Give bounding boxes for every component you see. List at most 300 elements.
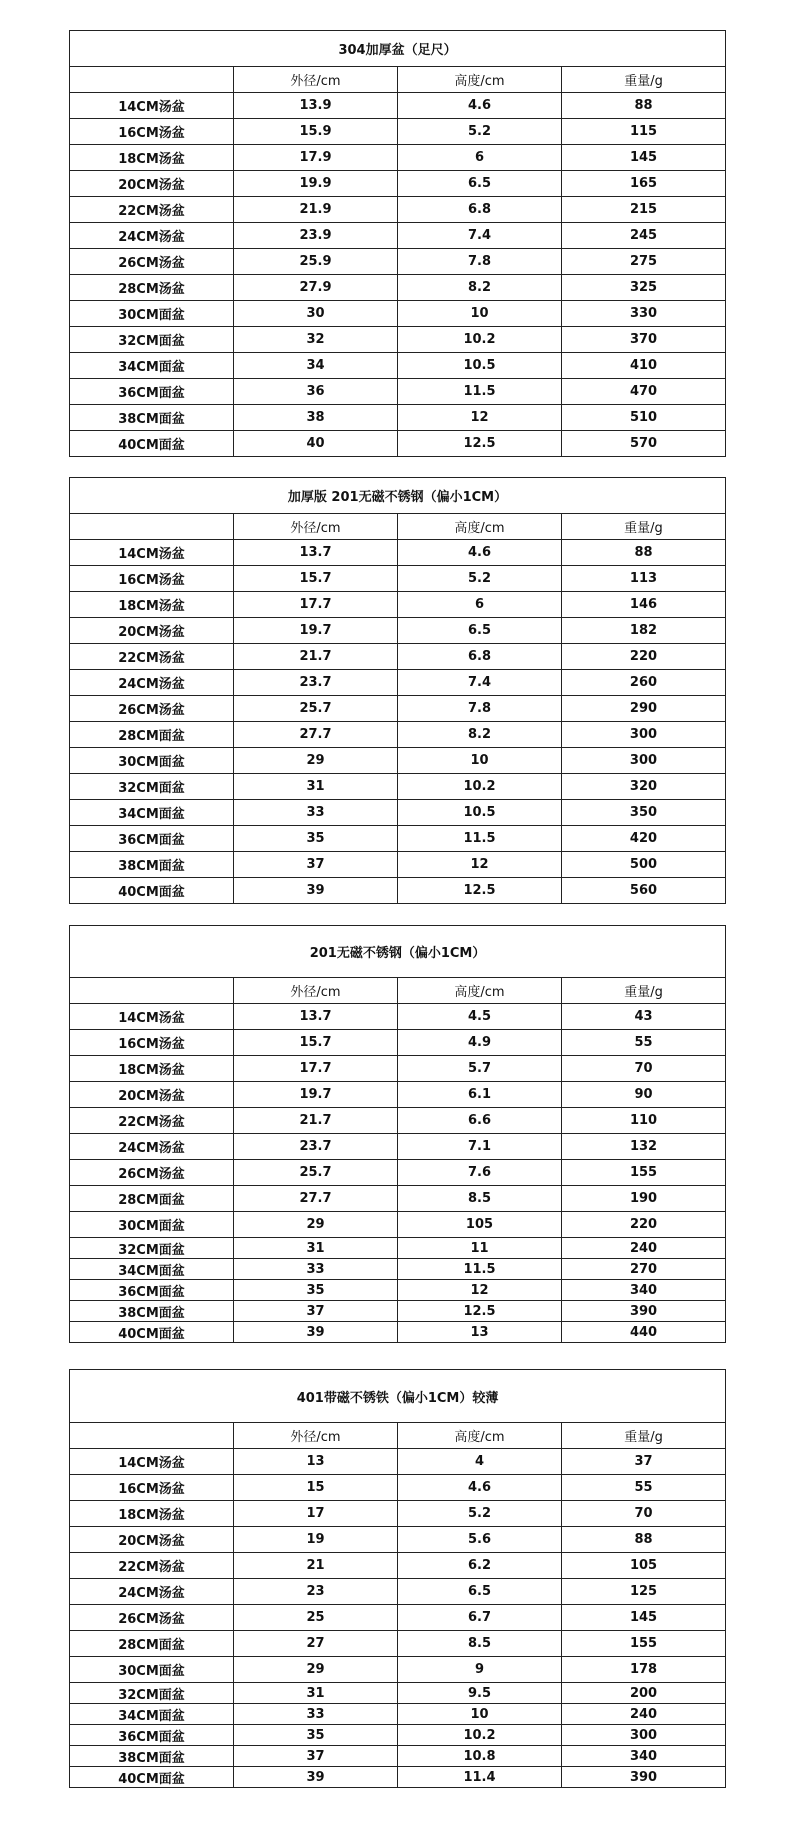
cell-product: 26CM汤盆 bbox=[70, 249, 234, 275]
cell-product: 24CM汤盆 bbox=[70, 1579, 234, 1605]
header-height: 高度/cm bbox=[398, 514, 562, 540]
cell-diameter: 19.7 bbox=[234, 618, 398, 644]
table-row bbox=[70, 197, 726, 223]
cell-diameter: 21.7 bbox=[234, 1108, 398, 1134]
cell-diameter: 23.7 bbox=[234, 1134, 398, 1160]
cell-product: 24CM汤盆 bbox=[70, 1134, 234, 1160]
cell-height: 7.8 bbox=[398, 249, 562, 275]
cell-diameter: 13.7 bbox=[234, 540, 398, 566]
cell-height: 6.2 bbox=[398, 1553, 562, 1579]
cell-height: 7.1 bbox=[398, 1134, 562, 1160]
cell-weight: 300 bbox=[562, 722, 726, 748]
cell-height: 10 bbox=[398, 301, 562, 327]
cell-product: 16CM汤盆 bbox=[70, 119, 234, 145]
cell-weight: 220 bbox=[562, 1212, 726, 1238]
cell-product: 38CM面盆 bbox=[70, 405, 234, 431]
header-diameter: 外径/cm bbox=[234, 67, 398, 93]
table-row bbox=[70, 1238, 726, 1259]
cell-product: 20CM汤盆 bbox=[70, 1527, 234, 1553]
cell-height: 4 bbox=[398, 1449, 562, 1475]
cell-diameter: 33 bbox=[234, 1259, 398, 1280]
cell-weight: 245 bbox=[562, 223, 726, 249]
cell-weight: 570 bbox=[562, 431, 726, 457]
table-row bbox=[70, 1605, 726, 1631]
cell-height: 4.6 bbox=[398, 1475, 562, 1501]
table-row bbox=[70, 171, 726, 197]
cell-weight: 146 bbox=[562, 592, 726, 618]
table-title: 401带磁不锈铁（偏小1CM）较薄 bbox=[70, 1370, 726, 1423]
table-row bbox=[70, 249, 726, 275]
table-row bbox=[70, 1449, 726, 1475]
cell-product: 22CM汤盆 bbox=[70, 644, 234, 670]
cell-weight: 275 bbox=[562, 249, 726, 275]
cell-product: 36CM面盆 bbox=[70, 1725, 234, 1746]
cell-product: 14CM汤盆 bbox=[70, 1004, 234, 1030]
table-row bbox=[70, 1186, 726, 1212]
cell-weight: 113 bbox=[562, 566, 726, 592]
cell-height: 6.8 bbox=[398, 644, 562, 670]
cell-weight: 90 bbox=[562, 1082, 726, 1108]
cell-height: 7.6 bbox=[398, 1160, 562, 1186]
table-row bbox=[70, 592, 726, 618]
table-row bbox=[70, 1657, 726, 1683]
cell-weight: 145 bbox=[562, 1605, 726, 1631]
cell-diameter: 31 bbox=[234, 1238, 398, 1259]
cell-height: 12.5 bbox=[398, 431, 562, 457]
cell-diameter: 29 bbox=[234, 1657, 398, 1683]
cell-height: 8.5 bbox=[398, 1186, 562, 1212]
cell-weight: 440 bbox=[562, 1322, 726, 1343]
cell-product: 14CM汤盆 bbox=[70, 1449, 234, 1475]
cell-product: 18CM汤盆 bbox=[70, 1056, 234, 1082]
cell-weight: 182 bbox=[562, 618, 726, 644]
cell-height: 4.6 bbox=[398, 540, 562, 566]
cell-product: 40CM面盆 bbox=[70, 1767, 234, 1788]
table-row bbox=[70, 1280, 726, 1301]
table-row bbox=[70, 1004, 726, 1030]
cell-height: 6.8 bbox=[398, 197, 562, 223]
cell-product: 40CM面盆 bbox=[70, 1322, 234, 1343]
cell-height: 5.2 bbox=[398, 1501, 562, 1527]
cell-product: 14CM汤盆 bbox=[70, 93, 234, 119]
cell-diameter: 19.7 bbox=[234, 1082, 398, 1108]
table-row bbox=[70, 1553, 726, 1579]
cell-weight: 470 bbox=[562, 379, 726, 405]
cell-weight: 110 bbox=[562, 1108, 726, 1134]
cell-diameter: 15.7 bbox=[234, 1030, 398, 1056]
cell-height: 6.5 bbox=[398, 1579, 562, 1605]
cell-height: 10.2 bbox=[398, 1725, 562, 1746]
table-row bbox=[70, 301, 726, 327]
cell-height: 13 bbox=[398, 1322, 562, 1343]
cell-weight: 560 bbox=[562, 878, 726, 904]
cell-weight: 260 bbox=[562, 670, 726, 696]
cell-diameter: 32 bbox=[234, 327, 398, 353]
cell-weight: 190 bbox=[562, 1186, 726, 1212]
cell-weight: 270 bbox=[562, 1259, 726, 1280]
cell-product: 26CM汤盆 bbox=[70, 1160, 234, 1186]
table-title: 201无磁不锈钢（偏小1CM） bbox=[70, 926, 726, 978]
cell-product: 16CM汤盆 bbox=[70, 1475, 234, 1501]
table-row bbox=[70, 1212, 726, 1238]
table-header-row bbox=[70, 67, 726, 93]
cell-diameter: 17 bbox=[234, 1501, 398, 1527]
header-weight: 重量/g bbox=[562, 978, 726, 1004]
cell-weight: 330 bbox=[562, 301, 726, 327]
header-height: 高度/cm bbox=[398, 978, 562, 1004]
cell-product: 32CM面盆 bbox=[70, 774, 234, 800]
table-title-row bbox=[70, 926, 726, 978]
cell-height: 7.8 bbox=[398, 696, 562, 722]
cell-weight: 390 bbox=[562, 1301, 726, 1322]
cell-height: 10.2 bbox=[398, 327, 562, 353]
table-title-row bbox=[70, 478, 726, 514]
header-weight: 重量/g bbox=[562, 1423, 726, 1449]
cell-height: 7.4 bbox=[398, 223, 562, 249]
table-row bbox=[70, 774, 726, 800]
cell-product: 16CM汤盆 bbox=[70, 1030, 234, 1056]
cell-weight: 390 bbox=[562, 1767, 726, 1788]
cell-diameter: 21.7 bbox=[234, 644, 398, 670]
table-row bbox=[70, 1704, 726, 1725]
table-row bbox=[70, 670, 726, 696]
spec-table-201-nonmagnetic bbox=[69, 925, 726, 1343]
cell-weight: 320 bbox=[562, 774, 726, 800]
cell-weight: 43 bbox=[562, 1004, 726, 1030]
cell-height: 6.5 bbox=[398, 171, 562, 197]
cell-height: 105 bbox=[398, 1212, 562, 1238]
cell-diameter: 36 bbox=[234, 379, 398, 405]
cell-diameter: 13.7 bbox=[234, 1004, 398, 1030]
cell-weight: 240 bbox=[562, 1704, 726, 1725]
cell-diameter: 39 bbox=[234, 1767, 398, 1788]
cell-diameter: 15.7 bbox=[234, 566, 398, 592]
table-row bbox=[70, 852, 726, 878]
cell-diameter: 27.7 bbox=[234, 722, 398, 748]
cell-product: 40CM面盆 bbox=[70, 431, 234, 457]
cell-weight: 178 bbox=[562, 1657, 726, 1683]
cell-weight: 88 bbox=[562, 540, 726, 566]
table-row bbox=[70, 1259, 726, 1280]
cell-weight: 510 bbox=[562, 405, 726, 431]
cell-product: 14CM汤盆 bbox=[70, 540, 234, 566]
cell-product: 38CM面盆 bbox=[70, 1746, 234, 1767]
cell-height: 12 bbox=[398, 852, 562, 878]
cell-height: 12 bbox=[398, 1280, 562, 1301]
cell-weight: 165 bbox=[562, 171, 726, 197]
cell-height: 12.5 bbox=[398, 1301, 562, 1322]
table-row bbox=[70, 1030, 726, 1056]
cell-weight: 410 bbox=[562, 353, 726, 379]
cell-product: 28CM面盆 bbox=[70, 1631, 234, 1657]
cell-weight: 155 bbox=[562, 1631, 726, 1657]
table-row bbox=[70, 1160, 726, 1186]
cell-weight: 220 bbox=[562, 644, 726, 670]
cell-product: 40CM面盆 bbox=[70, 878, 234, 904]
cell-weight: 115 bbox=[562, 119, 726, 145]
cell-height: 11.4 bbox=[398, 1767, 562, 1788]
cell-diameter: 23 bbox=[234, 1579, 398, 1605]
cell-height: 8.2 bbox=[398, 275, 562, 301]
table-row bbox=[70, 1683, 726, 1704]
table-header-row bbox=[70, 514, 726, 540]
cell-product: 20CM汤盆 bbox=[70, 171, 234, 197]
header-weight: 重量/g bbox=[562, 67, 726, 93]
cell-weight: 145 bbox=[562, 145, 726, 171]
cell-product: 18CM汤盆 bbox=[70, 1501, 234, 1527]
cell-product: 30CM面盆 bbox=[70, 301, 234, 327]
cell-diameter: 35 bbox=[234, 826, 398, 852]
cell-weight: 88 bbox=[562, 93, 726, 119]
cell-diameter: 25.7 bbox=[234, 696, 398, 722]
cell-product: 18CM汤盆 bbox=[70, 145, 234, 171]
cell-product: 32CM面盆 bbox=[70, 1238, 234, 1259]
cell-weight: 500 bbox=[562, 852, 726, 878]
table-title-row bbox=[70, 31, 726, 67]
cell-diameter: 37 bbox=[234, 1746, 398, 1767]
header-diameter: 外径/cm bbox=[234, 1423, 398, 1449]
cell-diameter: 25.7 bbox=[234, 1160, 398, 1186]
table-row bbox=[70, 1579, 726, 1605]
cell-diameter: 35 bbox=[234, 1725, 398, 1746]
cell-weight: 70 bbox=[562, 1501, 726, 1527]
cell-product: 34CM面盆 bbox=[70, 1704, 234, 1725]
table-row bbox=[70, 1082, 726, 1108]
cell-product: 32CM面盆 bbox=[70, 1683, 234, 1704]
cell-diameter: 13.9 bbox=[234, 93, 398, 119]
table-row bbox=[70, 145, 726, 171]
table-row bbox=[70, 1056, 726, 1082]
cell-height: 6.1 bbox=[398, 1082, 562, 1108]
table-row bbox=[70, 1301, 726, 1322]
table-row bbox=[70, 540, 726, 566]
table-row bbox=[70, 826, 726, 852]
cell-height: 5.2 bbox=[398, 119, 562, 145]
cell-weight: 88 bbox=[562, 1527, 726, 1553]
cell-weight: 340 bbox=[562, 1280, 726, 1301]
cell-diameter: 13 bbox=[234, 1449, 398, 1475]
cell-height: 7.4 bbox=[398, 670, 562, 696]
cell-diameter: 15.9 bbox=[234, 119, 398, 145]
cell-product: 38CM面盆 bbox=[70, 852, 234, 878]
cell-product: 22CM汤盆 bbox=[70, 197, 234, 223]
cell-diameter: 19 bbox=[234, 1527, 398, 1553]
cell-diameter: 19.9 bbox=[234, 171, 398, 197]
cell-weight: 290 bbox=[562, 696, 726, 722]
cell-diameter: 17.7 bbox=[234, 1056, 398, 1082]
cell-weight: 325 bbox=[562, 275, 726, 301]
table-row bbox=[70, 405, 726, 431]
cell-height: 6.5 bbox=[398, 618, 562, 644]
cell-diameter: 39 bbox=[234, 1322, 398, 1343]
cell-diameter: 35 bbox=[234, 1280, 398, 1301]
cell-product: 28CM汤盆 bbox=[70, 275, 234, 301]
cell-diameter: 38 bbox=[234, 405, 398, 431]
cell-height: 4.6 bbox=[398, 93, 562, 119]
cell-product: 36CM面盆 bbox=[70, 1280, 234, 1301]
cell-diameter: 17.7 bbox=[234, 592, 398, 618]
table-row bbox=[70, 696, 726, 722]
table-row bbox=[70, 1134, 726, 1160]
cell-weight: 55 bbox=[562, 1475, 726, 1501]
cell-diameter: 27.9 bbox=[234, 275, 398, 301]
cell-product: 36CM面盆 bbox=[70, 826, 234, 852]
cell-product: 24CM汤盆 bbox=[70, 670, 234, 696]
cell-diameter: 33 bbox=[234, 1704, 398, 1725]
cell-product: 28CM面盆 bbox=[70, 722, 234, 748]
cell-weight: 125 bbox=[562, 1579, 726, 1605]
cell-diameter: 37 bbox=[234, 852, 398, 878]
table-row bbox=[70, 119, 726, 145]
header-height: 高度/cm bbox=[398, 67, 562, 93]
cell-weight: 370 bbox=[562, 327, 726, 353]
table-row bbox=[70, 748, 726, 774]
cell-product: 22CM汤盆 bbox=[70, 1553, 234, 1579]
cell-product: 32CM面盆 bbox=[70, 327, 234, 353]
cell-weight: 55 bbox=[562, 1030, 726, 1056]
table-row bbox=[70, 431, 726, 457]
cell-weight: 420 bbox=[562, 826, 726, 852]
spec-table-201-thick bbox=[69, 477, 726, 904]
cell-diameter: 25.9 bbox=[234, 249, 398, 275]
table-row bbox=[70, 644, 726, 670]
cell-height: 5.2 bbox=[398, 566, 562, 592]
table-title: 304加厚盆（足尺） bbox=[70, 31, 726, 67]
table-row bbox=[70, 878, 726, 904]
cell-height: 8.5 bbox=[398, 1631, 562, 1657]
cell-height: 10.5 bbox=[398, 800, 562, 826]
header-height: 高度/cm bbox=[398, 1423, 562, 1449]
cell-product: 20CM汤盆 bbox=[70, 618, 234, 644]
cell-diameter: 21.9 bbox=[234, 197, 398, 223]
cell-height: 6.7 bbox=[398, 1605, 562, 1631]
cell-diameter: 27.7 bbox=[234, 1186, 398, 1212]
table-row bbox=[70, 1746, 726, 1767]
cell-product: 30CM面盆 bbox=[70, 1212, 234, 1238]
cell-weight: 105 bbox=[562, 1553, 726, 1579]
cell-height: 10.5 bbox=[398, 353, 562, 379]
table-row bbox=[70, 1631, 726, 1657]
cell-diameter: 23.7 bbox=[234, 670, 398, 696]
table-header-row bbox=[70, 978, 726, 1004]
cell-diameter: 39 bbox=[234, 878, 398, 904]
header-blank bbox=[70, 978, 234, 1004]
cell-height: 4.9 bbox=[398, 1030, 562, 1056]
cell-diameter: 27 bbox=[234, 1631, 398, 1657]
cell-height: 12 bbox=[398, 405, 562, 431]
cell-height: 8.2 bbox=[398, 722, 562, 748]
cell-diameter: 33 bbox=[234, 800, 398, 826]
cell-height: 5.7 bbox=[398, 1056, 562, 1082]
header-diameter: 外径/cm bbox=[234, 514, 398, 540]
table-row bbox=[70, 1767, 726, 1788]
cell-height: 9.5 bbox=[398, 1683, 562, 1704]
cell-diameter: 25 bbox=[234, 1605, 398, 1631]
table-row bbox=[70, 379, 726, 405]
cell-weight: 132 bbox=[562, 1134, 726, 1160]
cell-diameter: 17.9 bbox=[234, 145, 398, 171]
cell-product: 34CM面盆 bbox=[70, 800, 234, 826]
cell-height: 9 bbox=[398, 1657, 562, 1683]
header-weight: 重量/g bbox=[562, 514, 726, 540]
cell-diameter: 29 bbox=[234, 748, 398, 774]
cell-product: 18CM汤盆 bbox=[70, 592, 234, 618]
spec-table-401-magnetic bbox=[69, 1369, 726, 1788]
cell-diameter: 21 bbox=[234, 1553, 398, 1579]
cell-diameter: 37 bbox=[234, 1301, 398, 1322]
cell-weight: 155 bbox=[562, 1160, 726, 1186]
cell-height: 6 bbox=[398, 592, 562, 618]
table-row bbox=[70, 353, 726, 379]
header-blank bbox=[70, 1423, 234, 1449]
cell-diameter: 23.9 bbox=[234, 223, 398, 249]
cell-diameter: 15 bbox=[234, 1475, 398, 1501]
cell-height: 11 bbox=[398, 1238, 562, 1259]
cell-product: 34CM面盆 bbox=[70, 1259, 234, 1280]
table-title-row bbox=[70, 1370, 726, 1423]
cell-product: 28CM面盆 bbox=[70, 1186, 234, 1212]
spec-table-304-thick bbox=[69, 30, 726, 457]
cell-weight: 340 bbox=[562, 1746, 726, 1767]
table-row bbox=[70, 93, 726, 119]
cell-product: 24CM汤盆 bbox=[70, 223, 234, 249]
cell-weight: 215 bbox=[562, 197, 726, 223]
cell-diameter: 31 bbox=[234, 1683, 398, 1704]
cell-diameter: 30 bbox=[234, 301, 398, 327]
cell-height: 6 bbox=[398, 145, 562, 171]
cell-diameter: 31 bbox=[234, 774, 398, 800]
cell-height: 6.6 bbox=[398, 1108, 562, 1134]
cell-weight: 37 bbox=[562, 1449, 726, 1475]
table-row bbox=[70, 1475, 726, 1501]
cell-height: 4.5 bbox=[398, 1004, 562, 1030]
cell-weight: 300 bbox=[562, 748, 726, 774]
cell-weight: 200 bbox=[562, 1683, 726, 1704]
table-row bbox=[70, 1322, 726, 1343]
cell-product: 26CM汤盆 bbox=[70, 1605, 234, 1631]
table-row bbox=[70, 1527, 726, 1553]
cell-product: 30CM面盆 bbox=[70, 748, 234, 774]
cell-product: 34CM面盆 bbox=[70, 353, 234, 379]
table-row bbox=[70, 223, 726, 249]
cell-height: 10 bbox=[398, 1704, 562, 1725]
cell-weight: 300 bbox=[562, 1725, 726, 1746]
table-row bbox=[70, 327, 726, 353]
table-row bbox=[70, 618, 726, 644]
table-header-row bbox=[70, 1423, 726, 1449]
cell-product: 36CM面盆 bbox=[70, 379, 234, 405]
header-blank bbox=[70, 67, 234, 93]
cell-weight: 70 bbox=[562, 1056, 726, 1082]
table-row bbox=[70, 722, 726, 748]
cell-height: 12.5 bbox=[398, 878, 562, 904]
cell-height: 10.2 bbox=[398, 774, 562, 800]
cell-height: 11.5 bbox=[398, 826, 562, 852]
cell-product: 30CM面盆 bbox=[70, 1657, 234, 1683]
header-diameter: 外径/cm bbox=[234, 978, 398, 1004]
table-row bbox=[70, 1501, 726, 1527]
cell-diameter: 29 bbox=[234, 1212, 398, 1238]
cell-product: 16CM汤盆 bbox=[70, 566, 234, 592]
table-row bbox=[70, 1108, 726, 1134]
cell-diameter: 34 bbox=[234, 353, 398, 379]
cell-product: 22CM汤盆 bbox=[70, 1108, 234, 1134]
cell-height: 11.5 bbox=[398, 1259, 562, 1280]
cell-product: 20CM汤盆 bbox=[70, 1082, 234, 1108]
cell-height: 11.5 bbox=[398, 379, 562, 405]
cell-product: 26CM汤盆 bbox=[70, 696, 234, 722]
cell-height: 5.6 bbox=[398, 1527, 562, 1553]
